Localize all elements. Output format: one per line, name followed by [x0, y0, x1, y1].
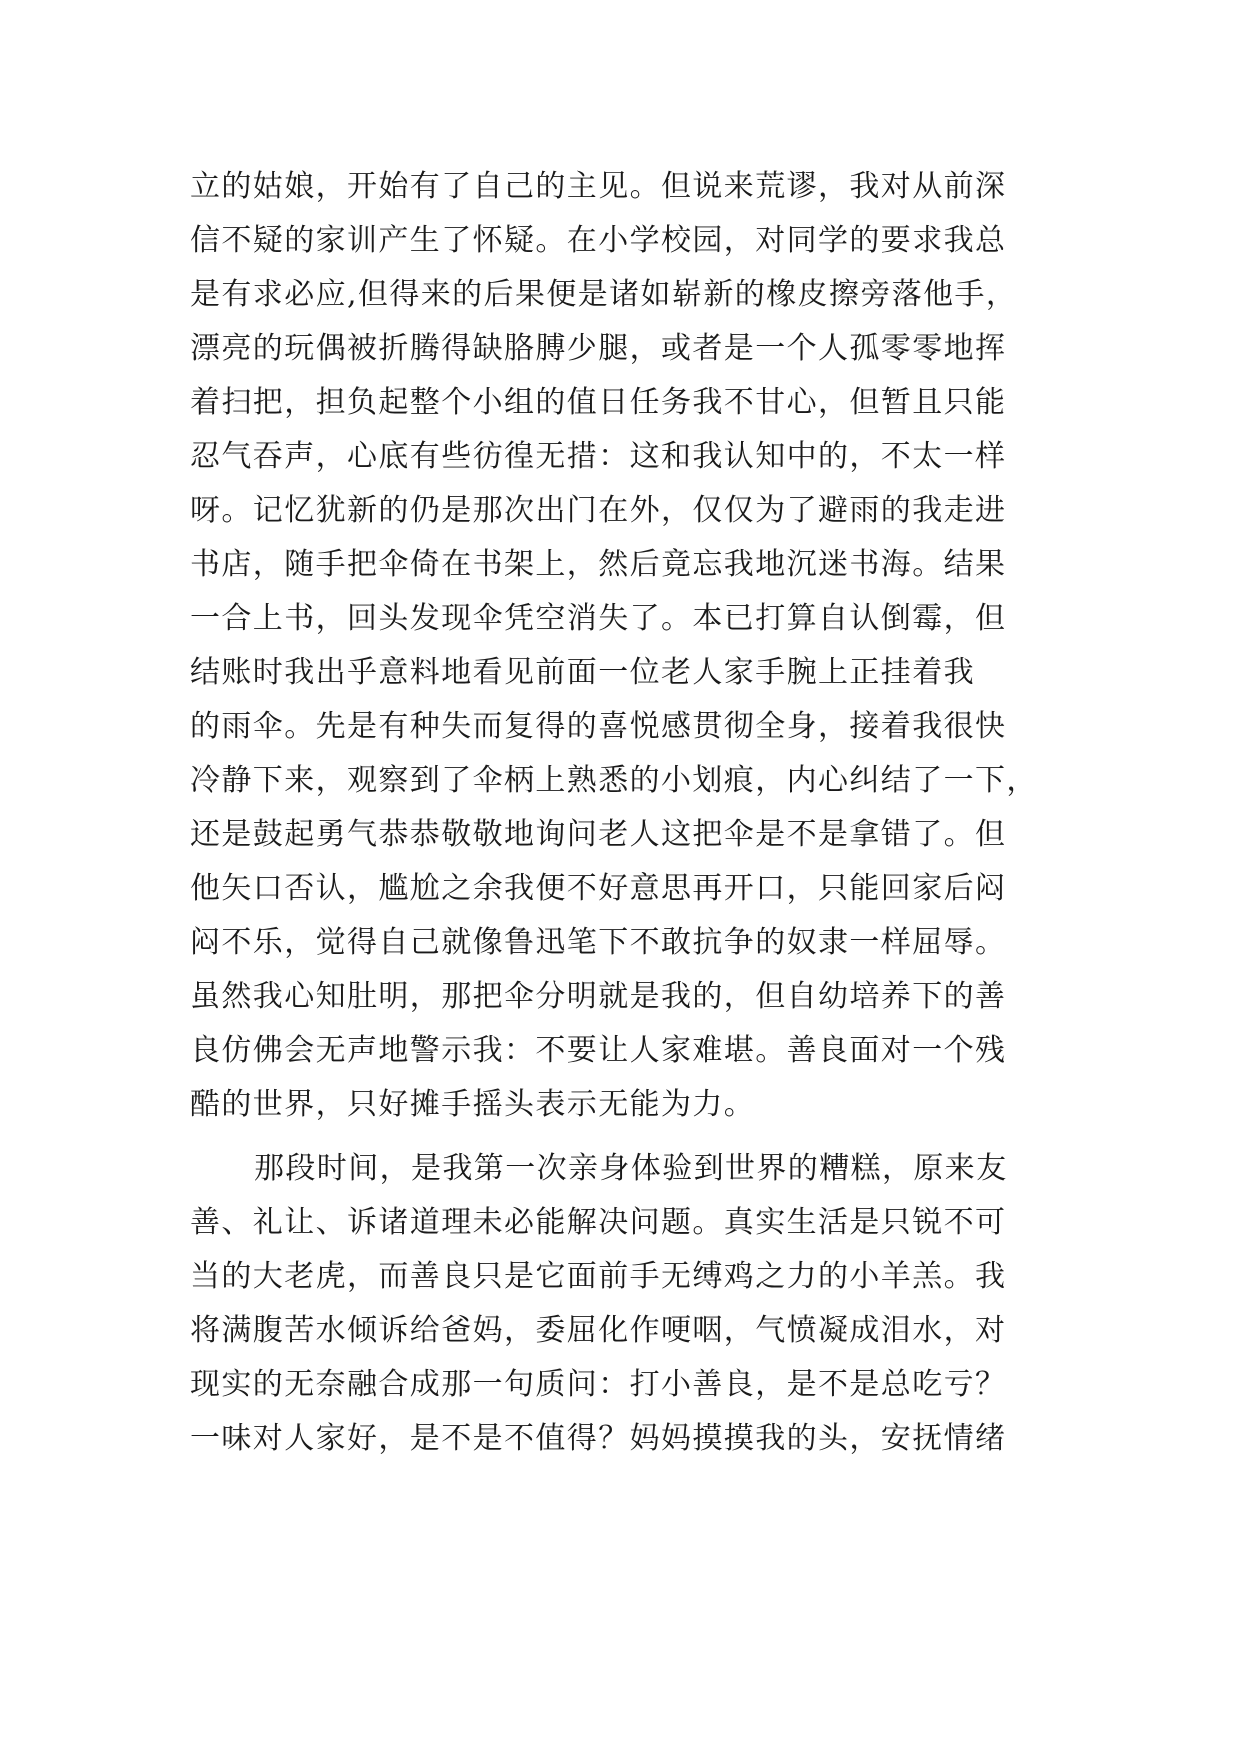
text-line: 一合上书，回头发现伞凭空消失了。本已打算自认倒霉，但	[190, 601, 1007, 636]
text-line: 着扫把，担负起整个小组的值日任务我不甘心，但暂且只能	[190, 385, 1007, 420]
text-line: 他矢口否认，尴尬之余我便不好意思再开口，只能回家后闷	[190, 871, 1007, 906]
text-line: 良仿佛会无声地警示我：不要让人家难堪。善良面对一个残	[190, 1033, 1007, 1068]
text-line: 的雨伞。先是有种失而复得的喜悦感贯彻全身，接着我很快	[190, 709, 1007, 744]
text-line: 那段时间，是我第一次亲身体验到世界的糟糕，原来友	[254, 1151, 1008, 1186]
text-line: 是有求必应,但得来的后果便是诸如崭新的橡皮擦旁落他手，	[190, 277, 1018, 312]
text-line: 漂亮的玩偶被折腾得缺胳膊少腿，或者是一个人孤零零地挥	[190, 331, 1007, 366]
text-line: 信不疑的家训产生了怀疑。在小学校园，对同学的要求我总	[190, 223, 1007, 258]
body-text	[190, 160, 1070, 1466]
text-line: 将满腹苦水倾诉给爸妈，委屈化作哽咽，气愤凝成泪水，对	[190, 1313, 1007, 1348]
text-line: 现实的无奈融合成那一句质问：打小善良，是不是总吃亏？	[190, 1367, 1007, 1402]
paragraph-gap	[190, 1132, 1070, 1142]
text-line: 结账时我出乎意料地看见前面一位老人家手腕上正挂着我	[190, 655, 975, 690]
text-line: 还是鼓起勇气恭恭敬敬地询问老人这把伞是不是拿错了。但	[190, 817, 1007, 852]
text-line: 冷静下来，观察到了伞柄上熟悉的小划痕，内心纠结了一下，	[190, 763, 1038, 798]
text-line: 呀。记忆犹新的仍是那次出门在外，仅仅为了避雨的我走进	[190, 493, 1007, 528]
text-line: 当的大老虎，而善良只是它面前手无缚鸡之力的小羊羔。我	[190, 1259, 1007, 1294]
text-line: 一味对人家好，是不是不值得？妈妈摸摸我的头，安抚情绪	[190, 1421, 1007, 1456]
text-line: 书店，随手把伞倚在书架上，然后竟忘我地沉迷书海。结果	[190, 547, 1007, 582]
text-line: 闷不乐，觉得自己就像鲁迅笔下不敢抗争的奴隶一样屈辱。	[190, 925, 1007, 960]
text-line: 忍气吞声，心底有些彷徨无措：这和我认知中的，不太一样	[190, 439, 1007, 474]
text-line: 立的姑娘，开始有了自己的主见。但说来荒谬，我对从前深	[190, 169, 1007, 204]
text-line: 虽然我心知肚明，那把伞分明就是我的，但自幼培养下的善	[190, 979, 1007, 1014]
text-line: 酷的世界，只好摊手摇头表示无能为力。	[190, 1087, 756, 1122]
text-line: 善、礼让、诉诸道理未必能解决问题。真实生活是只锐不可	[190, 1205, 1007, 1240]
